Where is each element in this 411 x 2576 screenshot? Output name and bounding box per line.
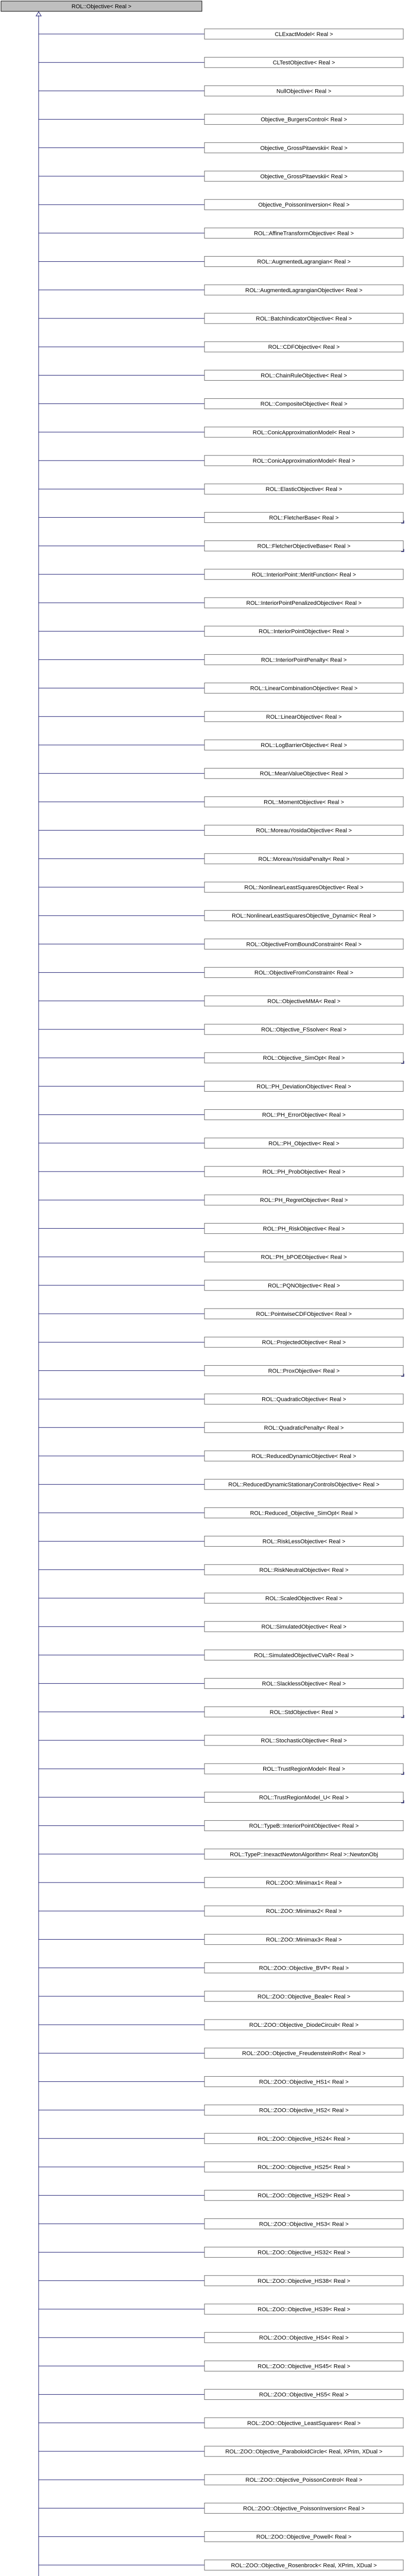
class-node-label: ROL::NonlinearLeastSquaresObjective_Dynamic< Real > bbox=[231, 913, 376, 920]
class-node[interactable] bbox=[204, 1621, 403, 1632]
class-node-label: ROL::TrustRegionModel_U< Real > bbox=[259, 1794, 349, 1801]
class-node[interactable] bbox=[204, 2190, 403, 2200]
class-node-label: ROL::ZOO::Objective_Powell< Real > bbox=[256, 2534, 352, 2540]
class-node-label: ROL::ZOO::Objective_FreudensteinRoth< Real > bbox=[242, 2050, 366, 2057]
class-node[interactable] bbox=[204, 2048, 403, 2058]
class-node[interactable] bbox=[204, 2105, 403, 2115]
class-node[interactable] bbox=[204, 796, 403, 807]
class-node[interactable] bbox=[204, 2276, 403, 2286]
class-node-label: CLExactModel< Real > bbox=[275, 31, 333, 38]
class-node-label: ROL::ZOO::Objective_HS1< Real > bbox=[259, 2079, 349, 2086]
class-node[interactable] bbox=[204, 143, 403, 153]
class-node-label: ROL::ZOO::Objective_HS4< Real > bbox=[259, 2335, 349, 2342]
edge-layer bbox=[36, 12, 204, 2576]
class-node[interactable] bbox=[204, 2247, 403, 2258]
class-node-label: Objective_GrossPitaevskii< Real > bbox=[260, 174, 348, 180]
class-node-label: ROL::ProxObjective< Real > bbox=[268, 1368, 340, 1375]
class-node-label: ROL::FletcherObjectiveBase< Real > bbox=[257, 543, 351, 550]
class-node-label: ROL::LinearCombinationObjective< Real > bbox=[250, 685, 358, 692]
class-node[interactable] bbox=[204, 654, 403, 665]
class-node[interactable] bbox=[204, 257, 403, 267]
class-node-label: ROL::Reduced_Objective_SimOpt< Real > bbox=[250, 1510, 358, 1517]
class-node-label: ROL::ZOO::Objective_HS25< Real > bbox=[258, 2164, 350, 2171]
class-node[interactable] bbox=[204, 1166, 403, 1177]
class-node-label: ROL::ZOO::Objective_BVP< Real > bbox=[259, 1965, 349, 1972]
class-node-label: ROL::QuadraticPenalty< Real > bbox=[264, 1425, 344, 1431]
class-node[interactable] bbox=[204, 2076, 403, 2087]
class-node[interactable] bbox=[204, 399, 403, 409]
class-node[interactable] bbox=[204, 1679, 403, 1689]
root-node-label: ROL::Objective< Real > bbox=[71, 4, 132, 10]
class-node[interactable] bbox=[204, 171, 403, 181]
class-node[interactable] bbox=[204, 1764, 404, 1774]
class-node-label: ROL::InteriorPointPenalty< Real > bbox=[261, 657, 347, 664]
class-node[interactable] bbox=[204, 484, 403, 494]
class-node-label: ROL::Objective_FSsolver< Real > bbox=[261, 1027, 347, 1033]
class-node[interactable] bbox=[204, 2532, 403, 2542]
class-node-label: ROL::RiskNeutralObjective< Real > bbox=[259, 1567, 349, 1573]
class-node[interactable] bbox=[204, 569, 403, 580]
class-node-label: ROL::FletcherBase< Real > bbox=[269, 515, 339, 521]
class-node-label: ROL::ZOO::Objective_PoissonControl< Real > bbox=[245, 2477, 363, 2484]
class-node-label: ROL::ZOO::Minimax1< Real > bbox=[266, 1880, 342, 1886]
class-node[interactable] bbox=[204, 313, 403, 324]
class-node-label: ROL::ZOO::Minimax2< Real > bbox=[266, 1908, 342, 1915]
class-node-label: ROL::ZOO::Objective_Beale< Real > bbox=[257, 1993, 351, 2000]
class-node[interactable] bbox=[204, 114, 403, 125]
class-node-label: ROL::PQNObjective< Real > bbox=[267, 1282, 340, 1289]
class-node-label: ROL::ZOO::Objective_LeastSquares< Real > bbox=[247, 2420, 361, 2427]
class-node-label: ROL::PH_ProbObjective< Real > bbox=[262, 1169, 346, 1175]
class-node[interactable] bbox=[204, 626, 403, 636]
class-node[interactable] bbox=[204, 199, 403, 210]
class-node-label: ROL::SimulatedObjectiveCVaR< Real > bbox=[254, 1652, 354, 1659]
class-node-label: ROL::ZOO::Objective_HS24< Real > bbox=[258, 2136, 350, 2142]
class-node-label: ROL::AugmentedLagrangianObjective< Real > bbox=[245, 287, 363, 294]
class-node-label: ROL::ReducedDynamicObjective< Real > bbox=[251, 1453, 356, 1460]
class-node-label: ROL::ZOO::Objective_Rosenbrock< Real, XPrim, XDual > bbox=[231, 2562, 377, 2569]
class-node-label: ROL::ZOO::Objective_ParaboloidCircle< Real, XPrim, XDual > bbox=[225, 2449, 383, 2455]
class-node-label: CLTestObjective< Real > bbox=[272, 60, 335, 66]
class-node[interactable] bbox=[204, 1053, 404, 1063]
class-node-label: ROL::ZOO::Objective_HS45< Real > bbox=[258, 2363, 350, 2370]
class-node-label: Objective_BurgersControl< Real > bbox=[261, 116, 347, 123]
class-node-label: ROL::PointwiseCDFObjective< Real > bbox=[256, 1311, 352, 1317]
class-node-label: Objective_GrossPitaevskii< Real > bbox=[260, 145, 348, 151]
class-node[interactable] bbox=[204, 683, 403, 693]
class-node-label: ROL::ZOO::Objective_DiodeCircuit< Real > bbox=[249, 2022, 359, 2028]
class-node-label: ROL::QuadraticObjective< Real > bbox=[262, 1396, 346, 1403]
class-node[interactable] bbox=[204, 370, 403, 380]
class-node-label: ROL::LogBarrierObjective< Real > bbox=[261, 742, 347, 749]
class-node-label: ROL::PH_Objective< Real > bbox=[268, 1140, 339, 1147]
class-node[interactable] bbox=[204, 968, 403, 978]
class-node[interactable] bbox=[204, 740, 403, 750]
class-node-label: ROL::ZOO::Objective_HS39< Real > bbox=[258, 2307, 350, 2313]
class-node[interactable] bbox=[204, 996, 403, 1006]
class-node[interactable] bbox=[204, 1451, 403, 1461]
class-node[interactable] bbox=[204, 1110, 403, 1120]
class-node-label: ROL::ElasticObjective< Real > bbox=[265, 486, 342, 493]
class-node-label: NullObjective< Real > bbox=[276, 88, 332, 95]
class-node-label: ROL::NonlinearLeastSquaresObjective< Real > bbox=[244, 885, 364, 891]
class-node-label: Objective_PoissonInversion< Real > bbox=[258, 202, 350, 209]
class-node[interactable] bbox=[204, 285, 403, 295]
class-node-label: ROL::StdObjective< Real > bbox=[269, 1709, 338, 1716]
class-node-label: ROL::PH_ErrorObjective< Real > bbox=[262, 1112, 346, 1118]
class-node[interactable] bbox=[204, 1707, 404, 1718]
class-node-label: ROL::ZOO::Minimax3< Real > bbox=[266, 1937, 342, 1943]
class-node[interactable] bbox=[204, 29, 403, 39]
class-node[interactable] bbox=[204, 711, 403, 722]
class-node-label: ROL::PH_bPOEObjective< Real > bbox=[261, 1254, 347, 1261]
class-node-label: ROL::MoreauYosidaPenalty< Real > bbox=[258, 856, 350, 862]
class-node-label: ROL::ChainRuleObjective< Real > bbox=[261, 372, 347, 379]
class-node[interactable] bbox=[204, 1565, 403, 1575]
class-node[interactable] bbox=[204, 512, 404, 523]
class-node[interactable] bbox=[204, 2361, 403, 2371]
class-node[interactable] bbox=[204, 2020, 403, 2030]
class-node-label: ROL::TrustRegionModel< Real > bbox=[263, 1766, 345, 1773]
class-node[interactable] bbox=[204, 910, 403, 921]
class-node[interactable] bbox=[204, 1252, 403, 1262]
class-node[interactable] bbox=[204, 1138, 403, 1148]
class-node[interactable] bbox=[204, 2446, 403, 2456]
class-node[interactable] bbox=[204, 2503, 403, 2513]
class-node-label: ROL::CompositeObjective< Real > bbox=[260, 401, 348, 408]
class-node-label: ROL::ObjectiveFromBoundConstraint< Real > bbox=[246, 941, 362, 948]
class-node-label: ROL::ScaledObjective< Real > bbox=[265, 1596, 342, 1602]
class-node[interactable] bbox=[204, 1280, 403, 1291]
class-node-label: ROL::SlacklessObjective< Real > bbox=[262, 1681, 346, 1687]
class-node[interactable] bbox=[204, 1821, 403, 1831]
class-node[interactable] bbox=[204, 1735, 403, 1745]
class-node-label: ROL::MoreauYosidaObjective< Real > bbox=[255, 827, 352, 834]
class-node[interactable] bbox=[204, 2218, 403, 2229]
class-node[interactable] bbox=[204, 854, 403, 864]
class-node-label: ROL::ZOO::Objective_HS3< Real > bbox=[259, 2221, 349, 2228]
class-node-label: ROL::CDFObjective< Real > bbox=[268, 344, 340, 351]
class-node[interactable] bbox=[204, 939, 403, 949]
class-node[interactable] bbox=[204, 1536, 403, 1547]
class-node[interactable] bbox=[204, 57, 403, 67]
class-node-label: ROL::InteriorPointPenalizedObjective< Real > bbox=[246, 600, 362, 606]
class-node[interactable] bbox=[204, 1792, 404, 1803]
class-node[interactable] bbox=[204, 1877, 403, 1888]
class-node-label: ROL::InteriorPoint::MeritFunction< Real > bbox=[251, 571, 356, 578]
class-node[interactable] bbox=[204, 1479, 403, 1489]
class-node[interactable] bbox=[204, 1849, 403, 1859]
class-node[interactable] bbox=[204, 2332, 403, 2343]
class-node-label: ROL::Objective_SimOpt< Real > bbox=[263, 1055, 345, 1062]
class-node[interactable] bbox=[204, 455, 403, 466]
child-nodes bbox=[204, 29, 404, 2576]
class-node-label: ROL::AffineTransformObjective< Real > bbox=[254, 230, 354, 237]
class-node[interactable] bbox=[204, 1309, 403, 1319]
class-node-label: ROL::TypeB::InteriorPointObjective< Real > bbox=[249, 1823, 359, 1829]
class-node-label: ROL::PH_DeviationObjective< Real > bbox=[256, 1083, 351, 1090]
class-node[interactable] bbox=[204, 598, 403, 608]
class-node[interactable] bbox=[204, 2389, 403, 2400]
class-node-label: ROL::ZOO::Objective_HS2< Real > bbox=[259, 2107, 349, 2114]
class-node[interactable] bbox=[204, 1394, 403, 1404]
class-node[interactable] bbox=[204, 1934, 403, 1944]
class-node[interactable] bbox=[204, 541, 404, 552]
class-node-label: ROL::StochasticObjective< Real > bbox=[261, 1738, 347, 1744]
class-node-label: ROL::ZOO::Objective_HS29< Real > bbox=[258, 2193, 350, 2199]
class-node[interactable] bbox=[204, 1650, 403, 1660]
class-node[interactable] bbox=[204, 882, 403, 892]
class-node-label: ROL::BatchIndicatorObjective< Real > bbox=[255, 316, 352, 322]
class-node-label: ROL::ProjectedObjective< Real > bbox=[262, 1340, 346, 1346]
class-node[interactable] bbox=[204, 1081, 403, 1091]
class-node[interactable] bbox=[204, 2304, 403, 2314]
class-node-label: ROL::InteriorPointObjective< Real > bbox=[259, 629, 349, 635]
class-node[interactable] bbox=[204, 1963, 403, 1973]
class-node[interactable] bbox=[204, 1507, 403, 1518]
inheritance-arrowhead bbox=[36, 12, 41, 16]
class-node[interactable] bbox=[204, 2162, 403, 2172]
class-node-label: ROL::ObjectiveMMA< Real > bbox=[267, 998, 340, 1005]
class-node[interactable] bbox=[204, 1422, 403, 1433]
class-node-label: ROL::PH_RegretObjective< Real > bbox=[260, 1197, 348, 1204]
class-node[interactable] bbox=[204, 228, 403, 238]
class-node-label: ROL::AugmentedLagrangian< Real > bbox=[257, 259, 351, 265]
class-node-label: ROL::LinearObjective< Real > bbox=[266, 714, 342, 720]
class-node-label: ROL::ConicApproximationModel< Real > bbox=[252, 458, 355, 464]
class-node-label: ROL::TypeP::InexactNewtonAlgorithm< Real >::NewtonObj bbox=[230, 1851, 378, 1858]
class-node-label: ROL::MeanValueObjective< Real > bbox=[260, 771, 348, 777]
class-node-label: ROL::MomentObjective< Real > bbox=[264, 799, 344, 806]
class-node[interactable] bbox=[204, 1195, 403, 1205]
class-node[interactable] bbox=[204, 1223, 403, 1233]
class-node[interactable] bbox=[204, 768, 403, 778]
class-node[interactable] bbox=[204, 342, 403, 352]
class-node[interactable] bbox=[204, 1593, 403, 1603]
class-node-label: ROL::ZOO::Objective_HS5< Real > bbox=[259, 2392, 349, 2398]
root-node[interactable] bbox=[1, 1, 202, 11]
class-node[interactable] bbox=[204, 825, 403, 836]
class-node-label: ROL::ZOO::Objective_PoissonInversion< Real > bbox=[243, 2505, 365, 2512]
class-node[interactable] bbox=[204, 427, 403, 437]
class-node[interactable] bbox=[204, 2133, 403, 2144]
class-node[interactable] bbox=[204, 1365, 404, 1376]
class-node[interactable] bbox=[204, 1024, 403, 1035]
class-node-label: ROL::ObjectiveFromConstraint< Real > bbox=[254, 970, 353, 976]
class-node-label: ROL::SimulatedObjective< Real > bbox=[261, 1624, 347, 1631]
class-node[interactable] bbox=[204, 2475, 403, 2485]
class-node[interactable] bbox=[204, 1991, 403, 2002]
class-node[interactable] bbox=[204, 86, 403, 96]
class-node-label: ROL::ZOO::Objective_HS38< Real > bbox=[258, 2278, 350, 2284]
class-node-label: ROL::ReducedDynamicStationaryControlsObjective< Real > bbox=[228, 1482, 380, 1488]
class-node-label: ROL::RiskLessObjective< Real > bbox=[262, 1538, 346, 1545]
class-node[interactable] bbox=[204, 2560, 403, 2570]
class-node[interactable] bbox=[204, 1906, 403, 1916]
class-node-label: ROL::PH_RiskObjective< Real > bbox=[263, 1226, 345, 1232]
class-node[interactable] bbox=[204, 2418, 403, 2428]
class-node-label: ROL::ConicApproximationModel< Real > bbox=[252, 429, 355, 436]
class-node-label: ROL::ZOO::Objective_HS32< Real > bbox=[258, 2249, 350, 2256]
class-node[interactable] bbox=[204, 1337, 403, 1347]
